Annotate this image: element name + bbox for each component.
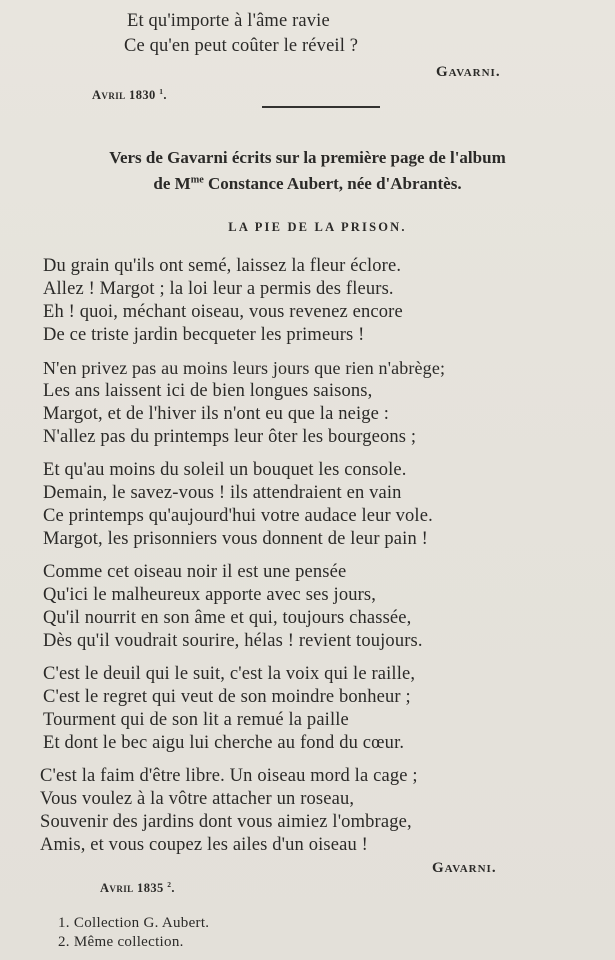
- poem-title: LA PIE DE LA PRISON.: [228, 220, 407, 234]
- poem-line: Tourment qui de son lit a remué la paille: [43, 710, 349, 730]
- poem-line: Comme cet oiseau noir il est une pensée: [43, 562, 347, 582]
- poem-line: Allez ! Margot ; la loi leur a permis des fleurs.: [43, 279, 394, 299]
- top-signature: Gavarni.: [436, 64, 501, 80]
- footnote-1: 1. Collection G. Aubert.: [58, 915, 210, 931]
- top-date: [92, 88, 167, 103]
- poem-line: Qu'ici le malheureux apporte avec ses jours,: [43, 585, 377, 605]
- section-divider: [262, 106, 380, 108]
- poem-date: [100, 881, 175, 896]
- poem-line: Demain, le savez-vous ! ils attendraient en vain: [43, 483, 402, 503]
- heading-prefix: de M: [153, 174, 191, 193]
- poem-line: Souvenir des jardins dont vous aimiez l'ombrage,: [40, 812, 412, 832]
- poem-line: Ce printemps qu'aujourd'hui votre audace leur vole.: [43, 506, 433, 526]
- poem-line: Amis, et vous coupez les ailes d'un oiseau !: [40, 835, 368, 855]
- heading-superscript: me: [190, 174, 204, 186]
- poem-line: Margot, et de l'hiver ils n'ont eu que la neige :: [43, 404, 390, 424]
- poem-note-mark: 2: [167, 879, 172, 889]
- poem-line: Margot, les prisonniers vous donnent de leur pain !: [43, 529, 428, 549]
- poem-date-period: .: [171, 881, 175, 895]
- poem-line: Dès qu'il voudrait sourire, hélas ! revient toujours.: [43, 631, 423, 651]
- poem-line: De ce triste jardin becqueter les primeurs !: [43, 325, 365, 345]
- top-verse-line-1: Et qu'importe à l'âme ravie: [127, 11, 330, 31]
- poem-line: C'est la faim d'être libre. Un oiseau mord la cage ;: [40, 766, 418, 786]
- poem-line: Vous voulez à la vôtre attacher un roseau,: [40, 789, 355, 809]
- poem-line: Qu'il nourrit en son âme et qui, toujours chassée,: [43, 608, 412, 628]
- poem-line: Et qu'au moins du soleil un bouquet les console.: [43, 460, 407, 480]
- poem-line: N'allez pas du printemps leur ôter les bourgeons ;: [43, 427, 417, 447]
- section-heading-line-1: Vers de Gavarni écrits sur la première page de l'album: [109, 148, 506, 167]
- top-note-mark: 1: [159, 86, 164, 96]
- poem-line: Et dont le bec aigu lui cherche au fond du cœur.: [43, 733, 405, 753]
- poem-line: Du grain qu'ils ont semé, laissez la fleur éclore.: [43, 256, 402, 276]
- poem-line: N'en privez pas au moins leurs jours que rien n'abrège;: [43, 358, 446, 378]
- poem-date-text: Avril 1835: [100, 881, 164, 895]
- heading-suffix: Constance Aubert, née d'Abrantès.: [203, 174, 462, 193]
- poem-signature: Gavarni.: [432, 860, 497, 876]
- poem-line: Les ans laissent ici de bien longues saisons,: [43, 381, 373, 401]
- footnote-2: 2. Même collection.: [58, 934, 184, 950]
- top-date-text: Avril 1830: [92, 88, 156, 102]
- top-verse-line-2: Ce qu'en peut coûter le réveil ?: [124, 36, 359, 56]
- top-date-period: .: [163, 88, 167, 102]
- section-heading-line-2: [0, 173, 615, 195]
- poem-line: C'est le regret qui veut de son moindre bonheur ;: [43, 687, 411, 707]
- poem-line: C'est le deuil qui le suit, c'est la voix qui le raille,: [43, 664, 416, 684]
- poem-line: Eh ! quoi, méchant oiseau, vous revenez encore: [43, 302, 403, 322]
